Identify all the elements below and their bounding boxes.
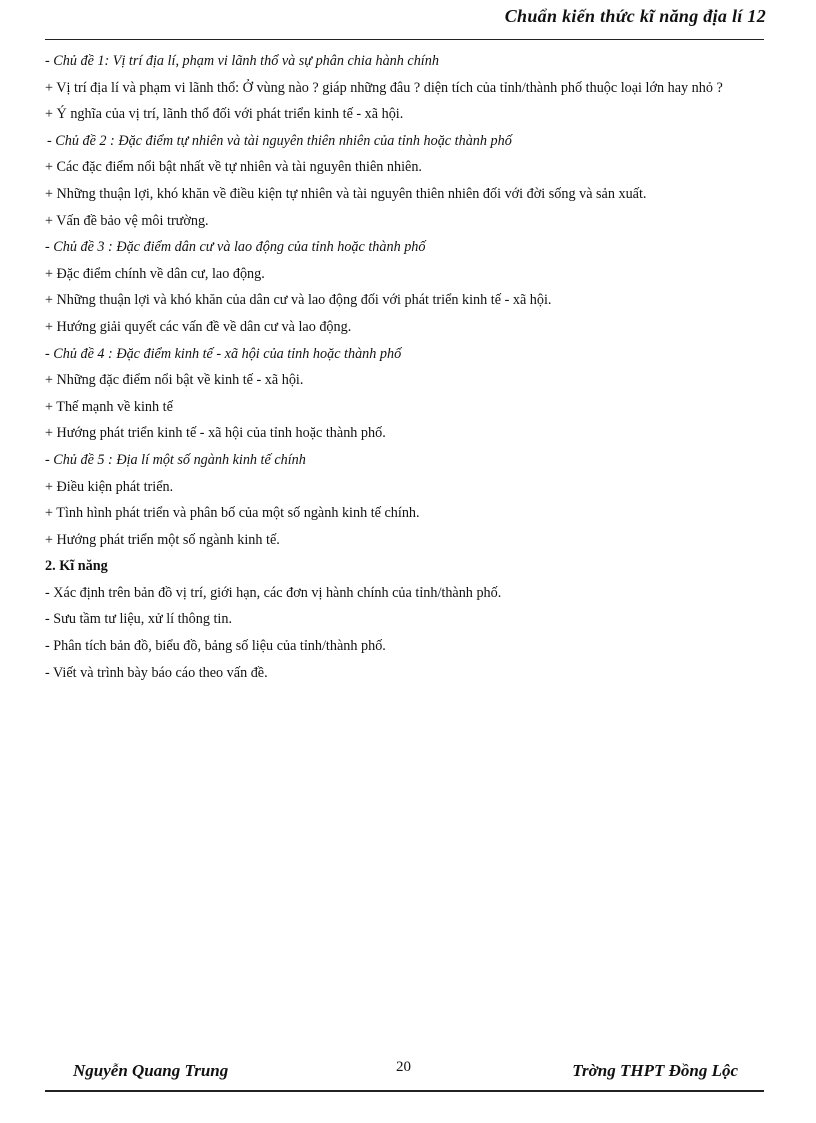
page-header-title: Chuẩn kiến thức kĩ năng địa lí 12: [504, 6, 766, 26]
list-item: + Những đặc điểm nổi bật về kinh tế - xã hội.: [45, 372, 304, 389]
list-item: + Vị trí địa lí và phạm vi lãnh thổ: Ở vùng nào ? giáp những đâu ? diện tích của tỉnh/thành phố thuộc loại lớn hay nhỏ ?: [45, 79, 723, 96]
list-item: + Các đặc điểm nổi bật nhất về tự nhiên và tài nguyên thiên nhiên.: [45, 159, 422, 176]
list-item: + Những thuận lợi và khó khăn của dân cư và lao động đối với phát triển kinh tế - xã hội.: [45, 292, 552, 309]
list-item: + Thế mạnh về kinh tế: [45, 398, 173, 415]
list-item: + Hướng phát triển kinh tế - xã hội của tỉnh hoặc thành phố.: [45, 425, 386, 442]
topic-heading: - Chủ đề 1: Vị trí địa lí, phạm vi lãnh thổ và sự phân chia hành chính: [45, 53, 439, 69]
section-heading: 2. Kĩ năng: [45, 558, 108, 575]
list-item: + Đặc điểm chính về dân cư, lao động.: [45, 265, 265, 282]
topic-heading: - Chủ đề 3 : Đặc điểm dân cư và lao động của tỉnh hoặc thành phố: [45, 239, 426, 256]
list-item: + Ý nghĩa của vị trí, lãnh thổ đối với phát triển kinh tế - xã hội.: [45, 106, 404, 123]
list-item: - Viết và trình bày báo cáo theo vấn đề.: [45, 664, 268, 681]
list-item: + Những thuận lợi, khó khăn về điều kiện tự nhiên và tài nguyên thiên nhiên đối với đời sống và sản xuất.: [45, 185, 647, 202]
list-item: + Hướng phát triển một số ngành kinh tế.: [45, 531, 280, 548]
footer-divider: [45, 1090, 764, 1092]
topic-heading: - Chủ đề 4 : Đặc điểm kinh tế - xã hội của tỉnh hoặc thành phố: [45, 345, 402, 362]
page-footer: [45, 1059, 764, 1085]
list-item: + Tình hình phát triển và phân bố của một số ngành kinh tế chính.: [45, 505, 420, 522]
list-item: + Điều kiện phát triển.: [45, 478, 174, 495]
footer-school: Trờng THPT Đồng Lộc: [572, 1061, 738, 1080]
list-item: - Sưu tầm tư liệu, xử lí thông tin.: [45, 611, 233, 628]
list-item: + Vấn đề bảo vệ môi trường.: [45, 212, 209, 229]
document-body: [45, 48, 764, 686]
topic-heading: - Chủ đề 2 : Đặc điểm tự nhiên và tài nguyên thiên nhiên của tỉnh hoặc thành phố: [47, 132, 512, 149]
page-number: 20: [396, 1059, 411, 1075]
list-item: - Phân tích bản đồ, biểu đồ, bảng số liệu của tỉnh/thành phố.: [45, 638, 386, 655]
footer-author: Nguyễn Quang Trung: [73, 1061, 229, 1080]
list-item: + Hướng giải quyết các vấn đề về dân cư và lao động.: [45, 318, 352, 335]
topic-heading: - Chủ đề 5 : Địa lí một số ngành kinh tế chính: [45, 451, 306, 468]
list-item: - Xác định trên bản đồ vị trí, giới hạn, các đơn vị hành chính của tỉnh/thành phố.: [45, 584, 502, 601]
header-divider: [45, 39, 764, 40]
